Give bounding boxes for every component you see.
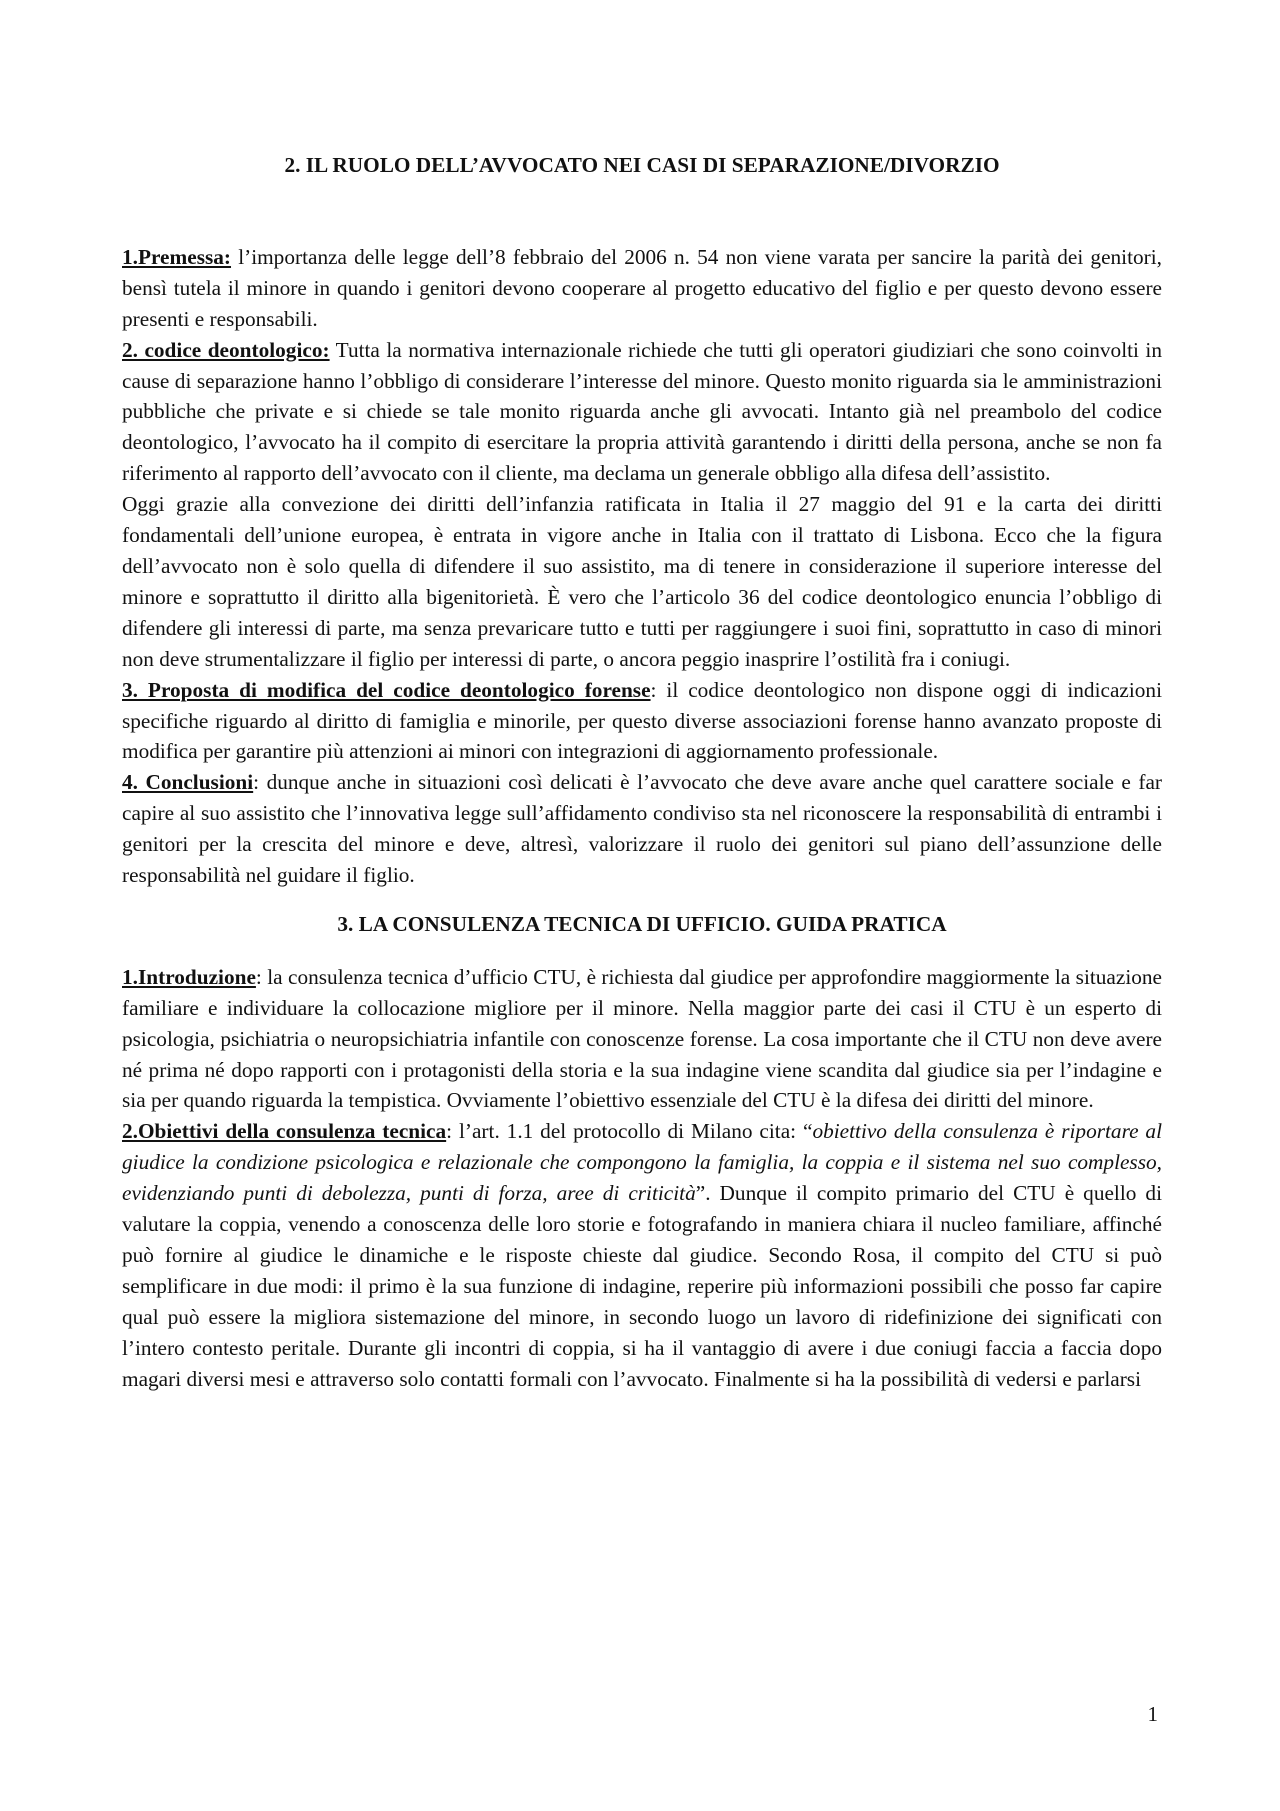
codice-text: Tutta la normativa internazionale richiede che tutti gli operatori giudiziari che sono coinvolti in cause di separazione hanno l’obbligo di considerare l’interesse del minore. Questo monito riguarda sia le amministrazioni pubbliche che private e si chiede se tale monito riguarda anche gli avvocati. Intanto già nel preambolo del codice deontologico, l’avvocato ha il compito di esercitare la propria attività garantendo i diritti della persona, anche se non fa riferimento al rapporto dell’avvocato con il cliente, ma declama un generale obbligo alla difesa dell’assistito.	[122, 337, 1163, 486]
obiettivi-text: ”. Dunque il compito primario del CTU è quello di valutare la coppia, venendo a conoscenza delle loro storie e fotografando in maniera chiara il nucleo familiare, affinché può fornire al giudice le dinamiche e le risposte chieste dal giudice. Secondo Rosa, il compito del CTU si può semplificare in due modi: il primo è la sua funzione di indagine, reperire più informazioni possibili che posso far capire qual può essere la migliora sistemazione del minore, in secondo luogo un lavoro di ridefinizione dei significati con l’intero contesto peritale. Durante gli incontri di coppia, si ha il vantaggio di avere i due coniugi faccia a faccia dopo magari diversi mesi e attraverso solo contatti formali con l’avvocato. Finalmente si ha la possibilità di vedersi e parlarsi	[122, 1181, 1162, 1391]
page-number: 1	[1147, 1702, 1158, 1726]
premessa-text: l’importanza delle legge dell’8 febbraio del 2006 n. 54 non viene varata per sancire la parità dei genitori, bensì tutela il minore in quando i genitori devono cooperare al progetto educativo del figlio e per questo devono essere presenti e responsabili.	[122, 244, 1162, 331]
premessa-label: 1.Premessa:	[122, 244, 232, 269]
page-content	[122, 150, 1162, 1395]
paragraph-obiettivi	[122, 1116, 1162, 1394]
paragraph-proposta	[122, 675, 1162, 768]
introduzione-text: : la consulenza tecnica d’ufficio CTU, è richiesta dal giudice per approfondire maggiormente la situazione familiare e individuare la collocazione migliore per il minore. Nella maggior parte dei casi il CTU è un esperto di psicologia, psichiatria o neuropsichiatria infantile con conoscenze forense. La cosa importante che il CTU non deve avere né prima né dopo rapporti con i protagonisti della storia e la sua indagine viene scandita dal giudice sia per l’indagine e sia per quando riguarda la tempistica. Ovviamente l’obiettivo essenziale del CTU è la difesa dei diritti del minore.	[122, 964, 1162, 1113]
paragraph-oggi: Oggi grazie alla convezione dei diritti dell’infanzia ratificata in Italia il 27 maggio del 91 e la carta dei diritti fondamentali dell’unione europea, è entrata in vigore anche in Italia con il trattato di Lisbona. Ecco che la figura dell’avvocato non è solo quella di difendere il suo assistito, ma di tenere in considerazione il superiore interesse del minore e soprattutto il diritto alla bigenitorietà. È vero che l’articolo 36 del codice deontologico enuncia l’obbligo di difendere gli interessi di parte, ma senza prevaricare tutto e tutti per raggiungere i suoi fini, soprattutto in caso di minori non deve strumentalizzare il figlio per interessi di parte, o ancora peggio inasprire l’ostilità fra i coniugi.	[122, 492, 1162, 671]
obiettivi-label: 2.Obiettivi della consulenza tecnica	[122, 1119, 447, 1144]
paragraph-introduzione	[122, 962, 1162, 1117]
proposta-label: 3. Proposta di modifica del codice deontologico forense	[122, 677, 651, 702]
proposta-text: : il codice deontologico non dispone oggi di indicazioni specifiche riguardo al diritto di famiglia e minorile, per questo diverse associazioni forense hanno avanzato proposte di modifica per garantire più attenzioni ai minori con integrazioni di aggiornamento professionale.	[122, 677, 1162, 764]
obiettivi-lead: : l’art. 1.1 del protocollo di Milano cita: “	[446, 1119, 813, 1144]
paragraph-codice-deontologico	[122, 335, 1162, 490]
conclusioni-text: : dunque anche in situazioni così delicati è l’avvocato che deve avare anche quel carattere sociale e far capire al suo assistito che l’innovativa legge sull’affidamento condiviso sta nel riconoscere la responsabilità di entrambi i genitori per la crescita del minore e deve, altresì, valorizzare il ruolo dei genitori sul piano dell’assunzione delle responsabilità nel guidare il figlio.	[122, 770, 1163, 888]
section-2-heading: 2. IL RUOLO DELL’AVVOCATO NEI CASI DI SEPARAZIONE/DIVORZIO	[284, 153, 1000, 177]
paragraph-conclusioni	[122, 767, 1162, 891]
introduzione-label: 1.Introduzione	[122, 964, 256, 989]
paragraph-premessa	[122, 242, 1162, 335]
codice-label: 2. codice deontologico:	[122, 337, 330, 362]
conclusioni-label: 4. Conclusioni	[122, 770, 254, 795]
obiettivi-quote: obiettivo della consulenza è riportare al giudice la condizione psicologica e relazionale che compongono la famiglia, la coppia e il sistema nel suo complesso, evidenziando punti di debolezza, punti di forza, aree di criticità	[122, 1119, 1162, 1206]
section-3-heading: 3. LA CONSULENZA TECNICA DI UFFICIO. GUIDA PRATICA	[337, 911, 947, 936]
